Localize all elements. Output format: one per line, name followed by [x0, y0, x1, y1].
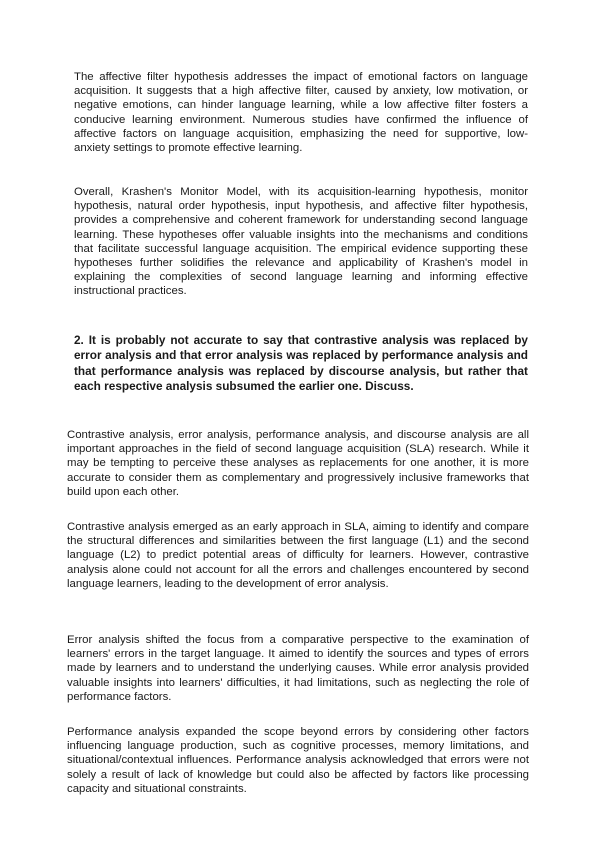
paragraph-performance-analysis: Performance analysis expanded the scope beyond errors by considering other factors influencing language production, such as cognitive processes, memory limitations, and situational/contextual influences. Performance analysis acknowledged that errors were not solely a result of lack of knowledge but could also be affected by factors like processing capacity and situational constraints.: [67, 726, 529, 795]
paragraph-contrastive-analysis: Contrastive analysis emerged as an early approach in SLA, aiming to identify and compare the structural differences and similarities between the first language (L1) and the second language (L2) to predict potential areas of difficulty for learners. However, contrastive analysis alone could not account for all the errors and challenges encountered by second language learners, leading to the development of error analysis.: [67, 521, 529, 590]
paragraph-error-analysis: Error analysis shifted the focus from a comparative perspective to the examination of learners' errors in the target language. It aimed to identify the sources and types of errors made by learners and to understand the underlying causes. While error analysis provided valuable insights into learners' difficulties, it had limitations, such as neglecting the role of performance factors.: [67, 634, 529, 703]
paragraph-affective-filter: The affective filter hypothesis addresses the impact of emotional factors on language acquisition. It suggests that a high affective filter, caused by anxiety, low motivation, or negative emotions, can hinder language learning, while a low affective filter fosters a conducive learning environment. Numerous studies have confirmed the influence of affective factors on language acquisition, emphasizing the need for supportive, low-anxiety settings to promote effective learning.: [74, 71, 528, 155]
question-heading: 2. It is probably not accurate to say that contrastive analysis was replaced by error analysis and that error analysis was replaced by performance analysis and that performance analysis was replaced by discourse analysis, but rather that each respective analysis subsumed the earlier one. Discuss.: [74, 333, 528, 394]
paragraph-analyses-overview: Contrastive analysis, error analysis, performance analysis, and discourse analysis are all important approaches in the field of second language acquisition (SLA) research. While it may be tempting to perceive these analyses as replacements for one another, it is more accurate to consider them as complementary and progressively inclusive frameworks that build upon each other.: [67, 429, 529, 498]
paragraph-monitor-model-summary: Overall, Krashen's Monitor Model, with its acquisition-learning hypothesis, monitor hypothesis, natural order hypothesis, input hypothesis, and affective filter hypothesis, provides a comprehensive and coherent framework for understanding second language learning. These hypotheses offer valuable insights into the mechanisms and conditions that facilitate successful language acquisition. The empirical evidence supporting these hypotheses further solidifies the relevance and applicability of Krashen's model in explaining the complexities of second language learning and informing effective instructional practices.: [74, 186, 528, 298]
